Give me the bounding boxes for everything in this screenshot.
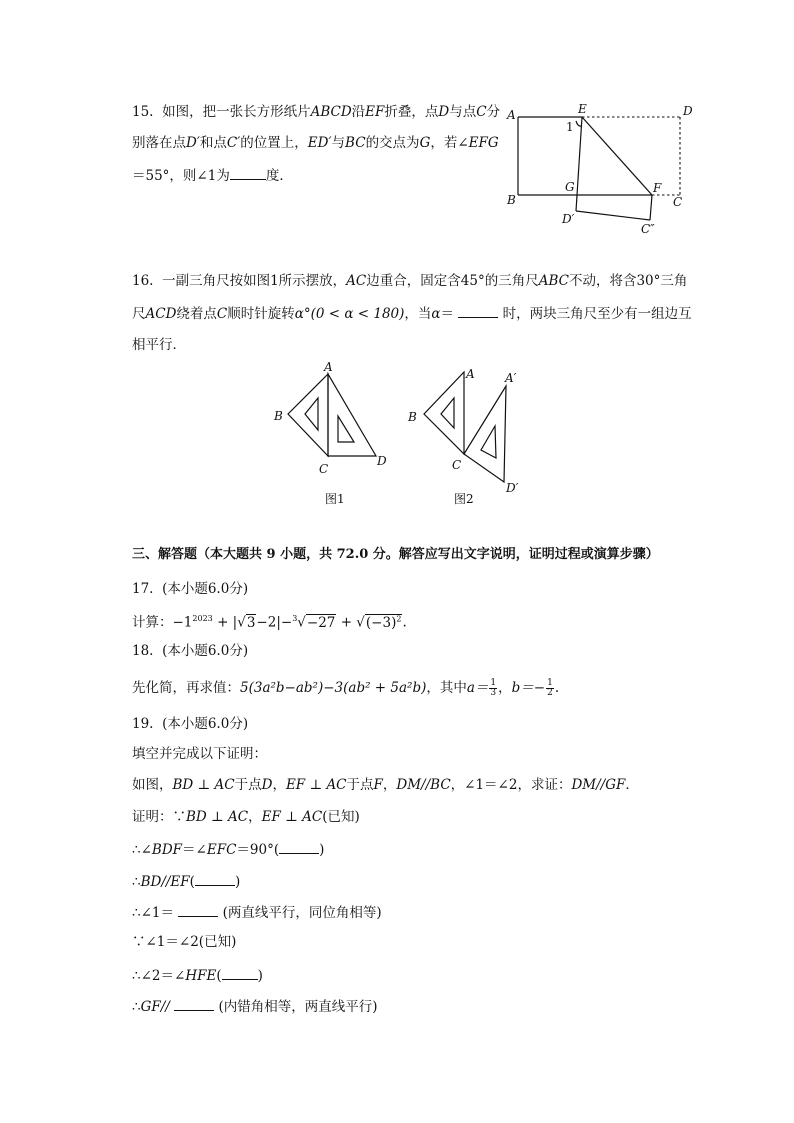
q15-text: 与点 [449,104,477,120]
q19-text: GF// [140,999,170,1015]
q19-text: EFC [206,842,237,858]
answer-blank[interactable] [230,165,266,180]
q16-line-3 [132,336,186,354]
label-A: A [324,360,333,374]
q17-points: (本小题6.0分) [162,581,249,597]
q19-text: BD ⊥ AC [172,777,235,793]
folded-edge [576,117,582,211]
q15-text: 别落在点 [132,135,186,151]
label-C: C [673,195,683,209]
label-D: D [377,454,387,468]
q17-text: + [340,614,352,631]
q17-radicand: −27 [306,614,336,631]
q19-text: ∴ [132,874,141,890]
q19-text: 如图， [132,777,173,793]
q16-text: 一副三角尺按如图1所示摆放， [162,273,347,289]
q16-text: α°(0 < α < 180) [294,306,405,322]
q18-text: . [554,680,560,696]
q19-text: ) [257,968,263,984]
q19-instruction: 填空并完成以下证明： [132,746,267,762]
label-B: B [274,409,283,423]
q15-text: 分 [486,104,501,120]
section-3-title: 三、解答题（本大题共 9 小题，共 72.0 分。解答应写出文字说明，证明过程或演算步骤） [132,547,659,562]
q19-text: EF ⊥ AC [285,777,347,793]
q19-text: 证明：∵ [132,809,186,825]
label-B: B [408,410,417,424]
q19-text: BD ⊥ AC [186,809,249,825]
q17-expression: 计算：$-1^{2023} + |√3-2|-^3√-27 + √(-3)^2$. [132,614,407,631]
fraction-numerator: 1 [547,678,553,688]
q18-text: b＝− [511,680,546,696]
q18-header [132,642,248,660]
q19-text: ，∠1＝∠2，求证： [450,777,572,793]
q15-line-2 [132,134,499,152]
q16-text: ，当 [404,306,432,322]
q19-text: ∴ [132,999,141,1015]
q15-text: 度． [265,168,293,184]
q16-text: 相平行． [132,337,186,353]
q17-exponent: 2023 [192,614,213,623]
q19-given [132,776,639,794]
q17-radicand: (−3) [365,614,397,631]
q16-figure-2 [400,358,540,508]
q19-number: 19. [132,716,154,732]
q15-text: D [438,104,450,120]
answer-blank[interactable] [222,965,258,980]
label-D-prime: D′ [506,481,519,495]
q19-text: ) [234,874,241,890]
q16-text: ＝ [440,306,455,322]
label-F: F [653,181,662,195]
q16-figure-1 [268,358,398,508]
label-D: D [683,104,693,118]
q19-text: F [373,777,383,793]
q18-text: 5(3a²b−ab²)−3(ab² + 5a²b) [240,680,427,696]
q16-text: 尺 [132,306,146,322]
q15-text: 的交点为 [365,135,420,151]
q16-line-1 [132,272,687,290]
fraction-denominator: 3 [490,688,497,698]
q17-radicand: 3 [246,614,256,631]
q19-proof-line-6 [132,965,263,985]
q19-proof-line-7 [132,996,377,1016]
q18-text: ， [498,680,512,696]
q19-header [132,715,248,733]
label-1: 1 [566,120,574,134]
q16-text: ACD [145,306,177,322]
q19-text: 于点 [346,777,374,793]
q17-text: + | [217,614,238,631]
triangle-abc [288,374,328,456]
q16-text: α [431,306,441,322]
q15-text: ，若∠ [430,135,469,151]
q19-proof-line-5: ∵∠1＝∠2(已知) [132,934,237,950]
triangle-rotated-hole [481,426,496,458]
answer-blank[interactable] [195,871,235,886]
q15-figure [500,100,710,240]
q19-text: D [261,777,273,793]
label-G: G [565,180,575,194]
triangle-abc-hole [441,398,454,428]
q17-text: . [402,614,407,631]
q19-text: BDF [151,842,183,858]
q19-text: (已知) [322,809,360,825]
label-A: A [466,367,475,381]
q15-text: G [419,135,431,151]
q18-expression [132,679,559,698]
q15-text: C [476,104,487,120]
triangle-acd [328,374,376,456]
angle-1-mark [576,121,581,126]
figure-2-caption: 图2 [454,492,474,506]
q16-text: 顺时针旋转 [227,306,295,322]
q15-number: 15. [132,104,154,120]
q17-text: −1 [172,614,193,631]
q19-text: ， [382,777,397,793]
q15-line-3 [132,165,293,185]
label-B: B [507,193,516,207]
q15-text: 的位置上， [240,135,308,151]
q16-text: 绕着点 [176,306,217,322]
triangle-abc [424,372,464,454]
q15-text: D′ [186,135,200,151]
triangle-a-prime-c-d-prime [464,386,506,482]
q19-text: (两直线平行，同位角相等) [222,905,382,921]
label-C: C [319,462,329,476]
q19-text: ∴∠2＝∠ [132,968,186,984]
q19-text: DM//GF [571,777,626,793]
answer-blank[interactable] [174,996,214,1011]
q15-text: BC [345,135,366,151]
q19-text: (内错角相等，两直线平行) [218,999,378,1015]
q18-number: 18. [132,643,154,659]
fraction-b [546,679,554,698]
q19-text: ， [248,809,262,825]
q16-number: 16. [132,273,154,289]
label-C: C [452,458,462,472]
label-E: E [578,102,587,116]
q16-text: C [216,306,228,322]
q18-text: ，其中 [426,680,467,696]
q17-exponent: 2 [396,614,402,623]
q19-text: HFE [185,968,217,984]
figure-1-caption: 图1 [325,492,345,506]
q19-text: ＝∠ [182,842,207,858]
q19-text: ， [272,777,286,793]
q16-text: 不动，将含30°三角 [568,273,688,289]
q16-text: AC [346,273,367,289]
q19-proof-line-4 [132,902,382,922]
q17-root-index: 3 [292,614,298,623]
q19-text: ( [189,874,195,890]
q15-text: 和点 [199,135,227,151]
q19-proof-line-2 [132,839,324,859]
fraction-numerator: 1 [490,678,497,688]
q15-text: 与 [331,135,346,151]
q19-proof-line-3 [132,871,240,891]
q19-text: ) [319,842,325,858]
answer-blank[interactable] [458,303,498,318]
q19-text: DM//BC [396,777,451,793]
q18-text: a＝ [466,680,489,696]
folded-edge [576,211,650,220]
q16-text: ABC [538,273,569,289]
q15-text: 折叠，点 [384,104,439,120]
q15-text: EF [365,104,385,120]
fraction-a [489,679,497,698]
q19-text: ． [625,777,639,793]
q15-text: C′ [226,135,241,151]
q19-points: (本小题6.0分) [162,716,249,732]
triangle-abc-hole [305,398,318,430]
q15-text: ED′ [307,135,332,151]
q15-text: ＝55°，则∠1为 [132,168,230,184]
q19-text: BD//EF [140,874,190,890]
answer-blank[interactable] [279,839,319,854]
q19-text: EF ⊥ AC [261,809,323,825]
q19-text: ∴∠1＝ [132,905,174,921]
q15-text: 如图，把一张长方形纸片 [162,104,311,120]
q19-proof-line-1 [132,808,360,826]
fold-line [582,117,652,195]
answer-blank[interactable] [178,902,218,917]
q18-points: (本小题6.0分) [162,643,249,659]
q15-text: EFG [468,135,499,151]
q16-text: 时，两块三角尺至少有一组边互 [502,306,692,322]
label-A-prime: A′ [505,371,517,385]
q19-text: ( [216,968,222,984]
label-D-prime: D′ [562,212,575,226]
q19-text: ∴∠ [132,842,152,858]
label-A: A [507,108,516,122]
q19-text: ＝90°( [236,842,280,858]
fraction-denominator: 2 [547,688,553,698]
q19-text: 于点 [234,777,262,793]
q17-header [132,580,248,598]
folded-edge [650,195,652,220]
q17-text: −2|− [256,614,293,631]
triangle-acd-hole [338,416,354,442]
q15-text: ABCD [310,104,352,120]
q16-text: 边重合，固定含45°的三角尺 [366,273,539,289]
q17-text: 计算： [132,614,173,631]
q16-line-2 [132,303,692,323]
q15-line-1 [132,103,500,121]
q15-text: 沿 [351,104,366,120]
label-C-double-prime: C″ [641,222,655,236]
q17-number: 17. [132,581,154,597]
q18-text: 先化简，再求值： [132,680,240,696]
